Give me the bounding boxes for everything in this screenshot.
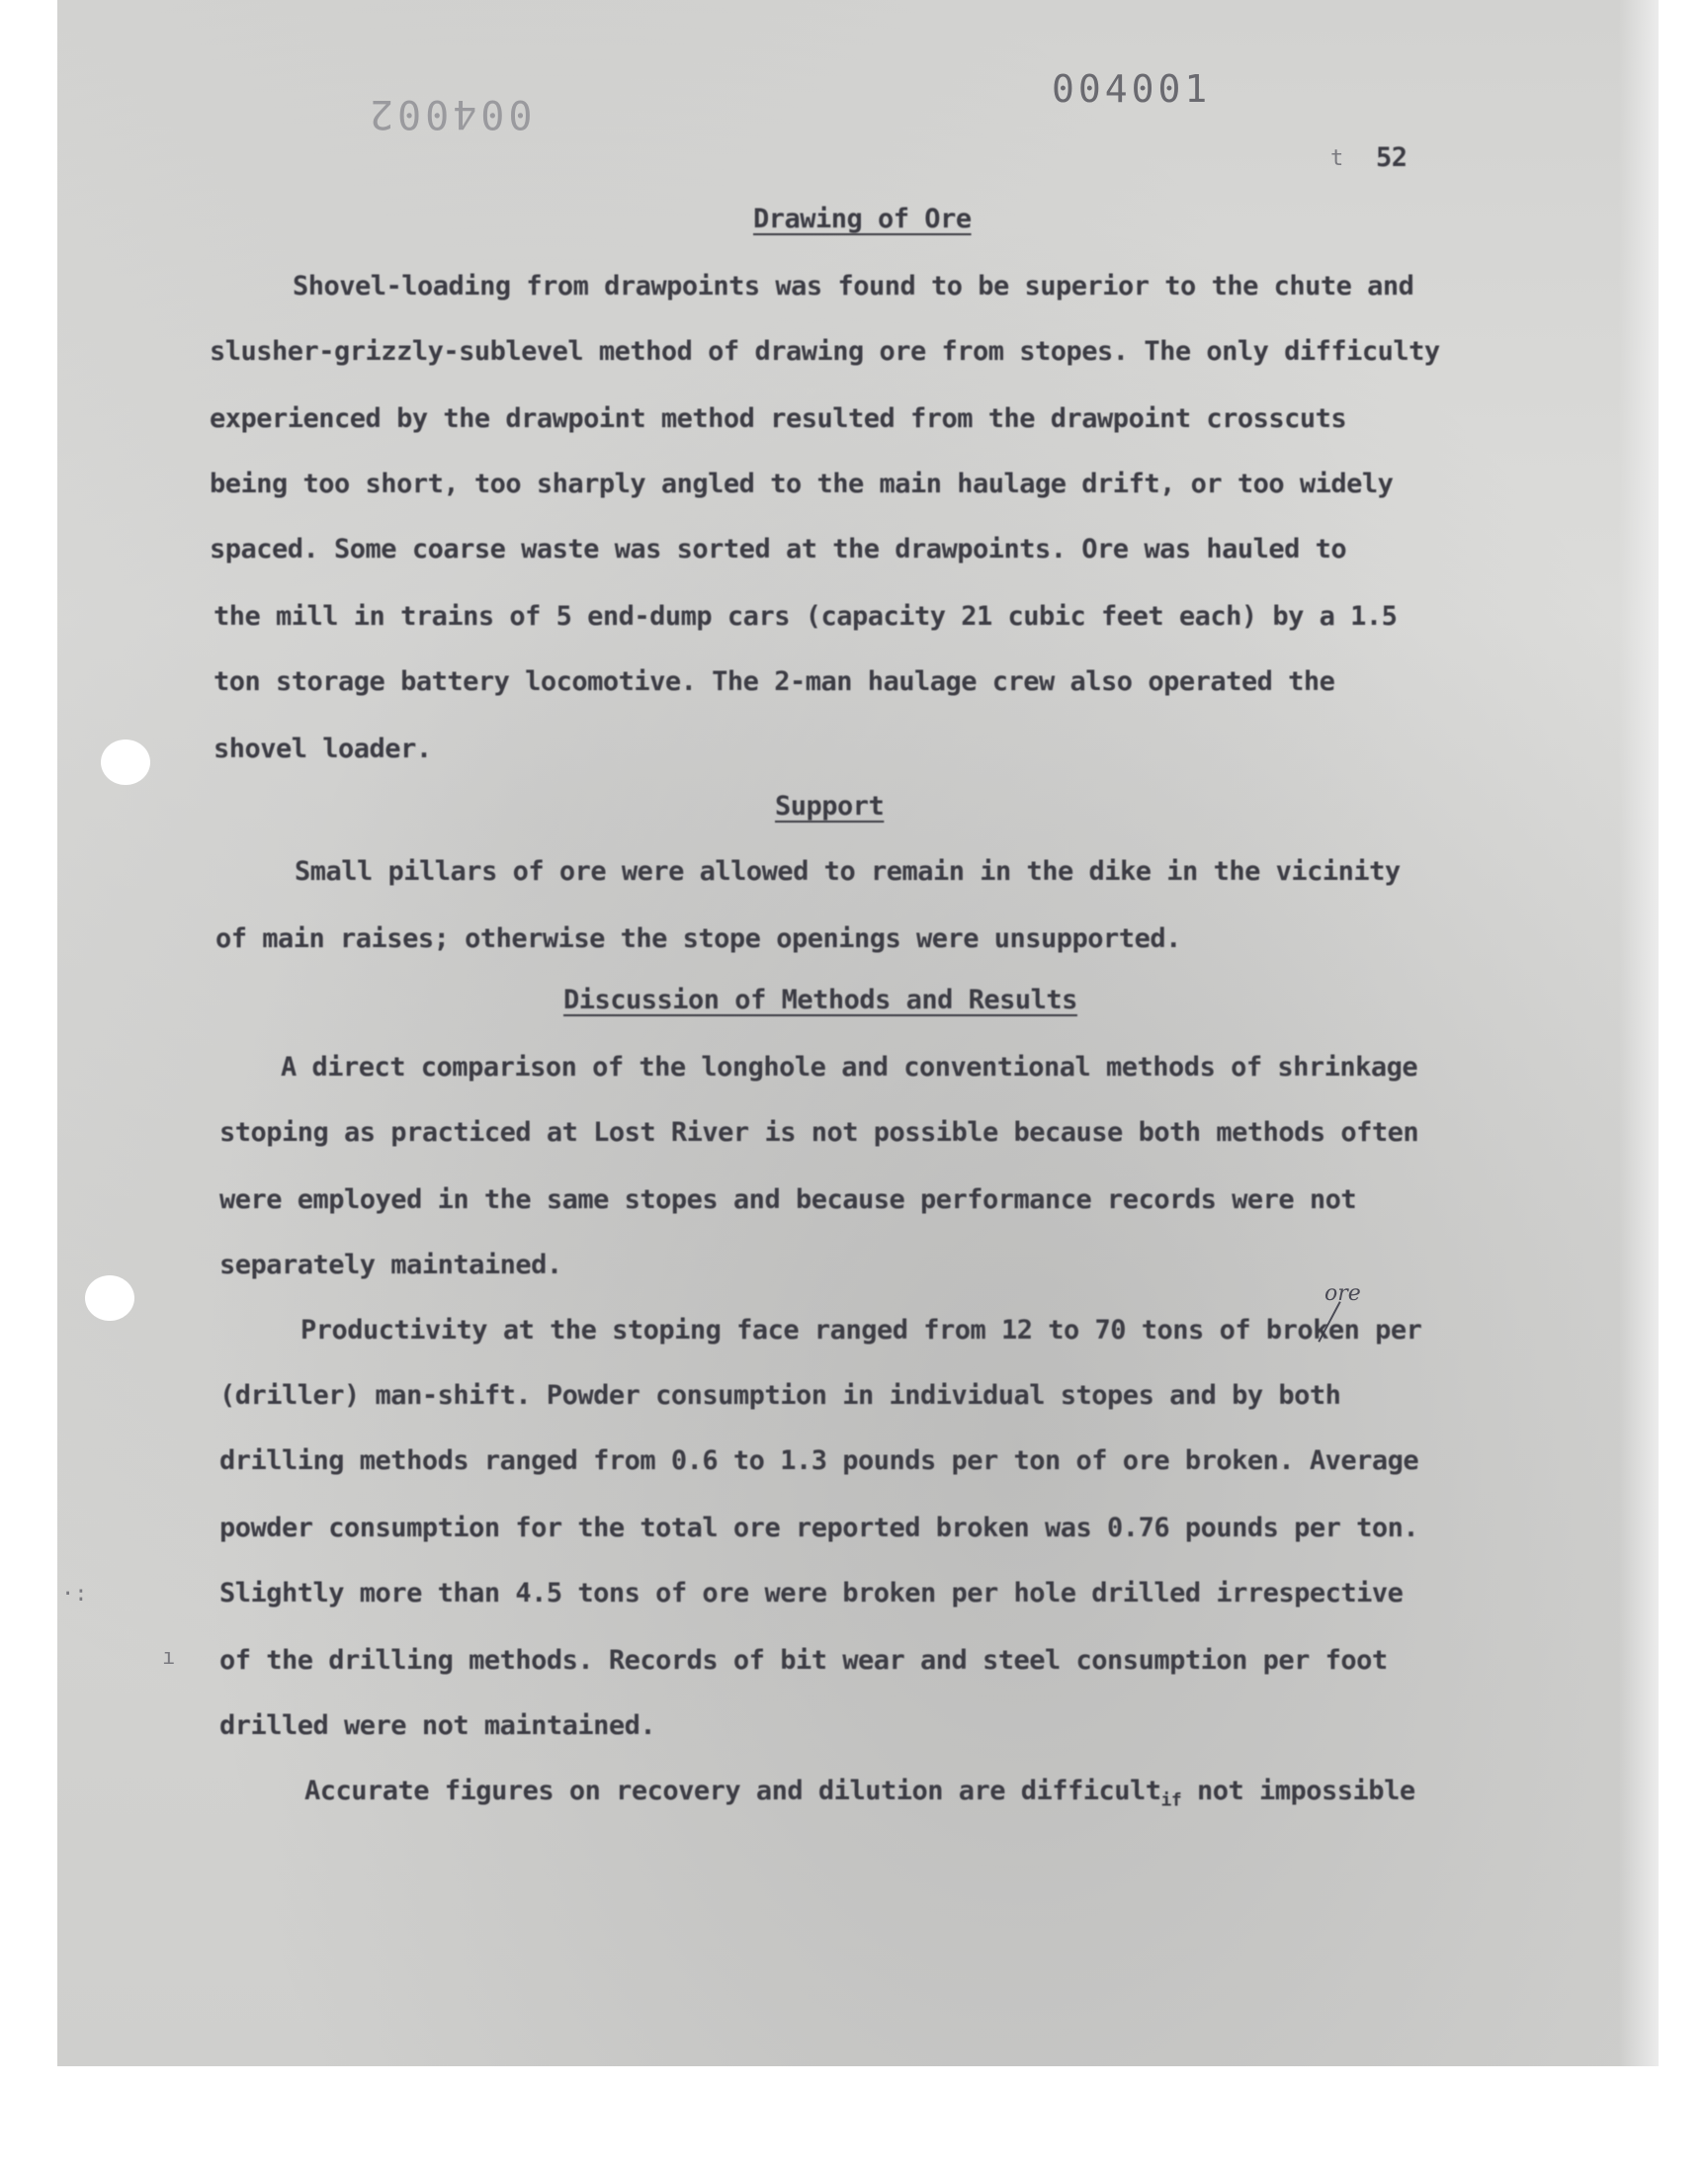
text-line: drilling methods ranged from 0.6 to 1.3 pounds per ton of ore broken. Average <box>219 1445 1419 1476</box>
text-fragment: not impossible <box>1197 1776 1415 1806</box>
punch-hole-top <box>101 740 150 785</box>
heading-drawing-of-ore: Drawing of Ore <box>753 204 972 234</box>
text-line: shovel loader. <box>214 734 432 764</box>
bleed-through-stamp: 004002 <box>366 91 533 136</box>
text-line: ton storage battery locomotive. The 2-man haulage crew also operated the <box>214 666 1335 697</box>
handwritten-insertion: ore <box>1324 1281 1361 1306</box>
text-line: separately maintained. <box>219 1250 562 1280</box>
text-line <box>304 1776 1415 1810</box>
heading-discussion: Discussion of Methods and Results <box>563 985 1077 1015</box>
text-line: experienced by the drawpoint method resulted from the drawpoint crosscuts <box>210 403 1347 434</box>
text-line: were employed in the same stopes and because performance records were not <box>219 1184 1357 1215</box>
text-line: being too short, too sharply angled to the main haulage drift, or too widely <box>210 469 1394 499</box>
text-line: Small pillars of ore were allowed to remain in the dike in the vicinity <box>295 856 1401 887</box>
text-fragment-small: if <box>1160 1789 1182 1811</box>
text-line: Shovel-loading from drawpoints was found to be superior to the chute and <box>293 271 1414 302</box>
text-line: Productivity at the stoping face ranged from 12 to 70 tons of broken per <box>300 1315 1422 1346</box>
text-line: stoping as practiced at Lost River is not possible because both methods often <box>219 1117 1419 1148</box>
scan-speck: ·: <box>61 1582 88 1607</box>
page-edge-shading <box>1619 0 1659 2066</box>
document-stamp-number: 004001 <box>1052 67 1212 111</box>
page-mark: t <box>1330 146 1344 171</box>
scanned-page <box>57 0 1659 2066</box>
text-line: A direct comparison of the longhole and conventional methods of shrinkage <box>281 1052 1418 1083</box>
text-line: of main raises; otherwise the stope openings were unsupported. <box>215 923 1181 954</box>
punch-hole-bottom <box>85 1275 134 1321</box>
text-line: of the drilling methods. Records of bit wear and steel consumption per foot <box>219 1645 1388 1676</box>
text-line: drilled were not maintained. <box>219 1710 656 1741</box>
text-line: (driller) man-shift. Powder consumption in individual stopes and by both <box>219 1380 1341 1411</box>
text-line: Slightly more than 4.5 tons of ore were broken per hole drilled irrespective <box>219 1578 1404 1609</box>
text-line: the mill in trains of 5 end-dump cars (capacity 21 cubic feet each) by a 1.5 <box>214 601 1398 632</box>
text-line: slusher-grizzly-sublevel method of drawing ore from stopes. The only difficulty <box>210 336 1440 367</box>
scan-speck: ı <box>162 1645 176 1670</box>
text-line: powder consumption for the total ore reported broken was 0.76 pounds per ton. <box>219 1513 1419 1543</box>
heading-support: Support <box>775 791 885 822</box>
page-number: 52 <box>1376 142 1408 173</box>
text-line: spaced. Some coarse waste was sorted at the drawpoints. Ore was hauled to <box>210 534 1347 565</box>
text-fragment: Accurate figures on recovery and dilution are difficult <box>304 1776 1161 1806</box>
